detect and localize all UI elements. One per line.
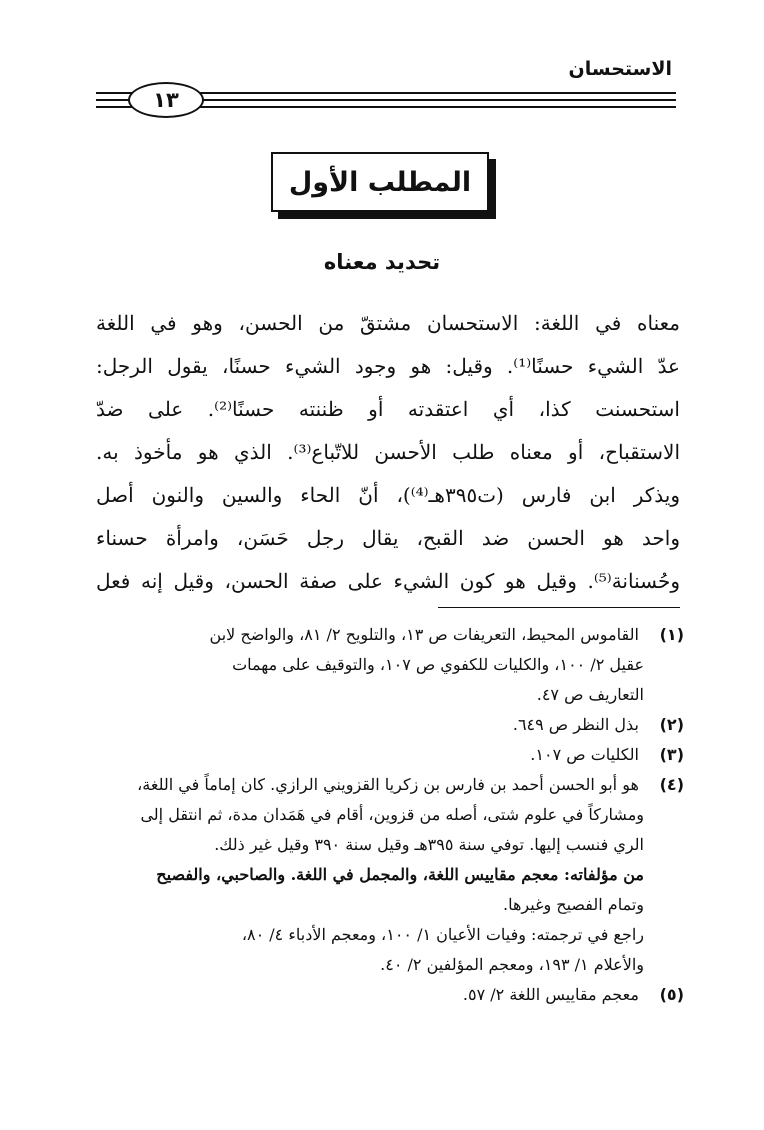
header-rule-middle — [198, 99, 676, 101]
running-title: الاستحسان — [568, 58, 672, 80]
footnote-number: (٤) — [659, 775, 684, 794]
header-rule-left-top — [96, 92, 132, 94]
body-line: الاستقباح، أو معناه طلب الأحسن للاتّباع⁽³⁾. الذي هو مأخوذ به. — [96, 440, 680, 464]
footnote-line — [96, 740, 684, 770]
header-rule-bottom — [198, 106, 676, 108]
footnote-text: بذل النظر ص ٦٤٩. — [512, 715, 639, 734]
footnote-line — [96, 620, 684, 650]
footnote-line: وتمام الفصيح وغيرها. — [503, 895, 644, 914]
header-rule-left-bottom — [96, 106, 132, 108]
footnote-separator — [438, 607, 680, 608]
footnote-text: هو أبو الحسن أحمد بن فارس بن زكريا القزويني الرازي. كان إماماً في اللغة، — [137, 775, 639, 794]
body-line: وحُسنانة⁽⁵⁾. وقيل هو كون الشيء على صفة الحسن، وقيل إنه فعل — [96, 569, 680, 593]
body-line: استحسنت كذا، أي اعتقدته أو ظننته حسنًا⁽²⁾. على ضدّ — [96, 397, 680, 421]
footnote-number: (٢) — [659, 715, 684, 734]
body-text — [96, 302, 680, 603]
footnote-line: ومشاركاً في علوم شتى، أصله من قزوين، أقام في هَمَدان مدة، ثم انتقل إلى — [140, 805, 644, 824]
footnote-line: الري فنسب إليها. توفي سنة ٣٩٥هـ وقيل سنة ٣٩٠ وقيل غير ذلك. — [214, 835, 644, 854]
footnote-line — [96, 710, 684, 740]
page-number: ١٣ — [128, 82, 204, 118]
footnote-text: القاموس المحيط، التعريفات ص ١٣، والتلويح ٢/ ٨١، والواضح لابن — [209, 625, 639, 644]
footnote-number: (٣) — [659, 745, 684, 764]
footnote-number: (١) — [659, 625, 684, 644]
body-line: عدّ الشيء حسنًا⁽¹⁾. وقيل: هو وجود الشيء حسنًا، يقول الرجل: — [96, 354, 680, 378]
footnote-line: عقيل ٢/ ١٠٠، والكليات للكفوي ص ١٠٧، والتوقيف على مهمات — [232, 655, 644, 674]
body-line: واحد هو الحسن ضد القبح، يقال رجل حَسَن، وامرأة حسناء — [96, 526, 680, 550]
footnotes — [96, 620, 684, 1010]
section-title-box — [271, 152, 489, 212]
footnote-text: الكليات ص ١٠٧. — [530, 745, 639, 764]
footnote-number: (٥) — [659, 985, 684, 1004]
section-subtitle: تحديد معناه — [323, 250, 441, 274]
footnote-line — [96, 980, 684, 1010]
footnote-line: والأعلام ١/ ١٩٣، ومعجم المؤلفين ٢/ ٤٠. — [380, 955, 644, 974]
body-line: ويذكر ابن فارس (ت٣٩٥هـ⁽⁴⁾)، أنّ الحاء والسين والنون أصل — [96, 483, 680, 507]
footnote-line — [96, 770, 684, 800]
body-line: معناه في اللغة: الاستحسان مشتقّ من الحسن، وهو في اللغة — [96, 311, 680, 335]
footnote-line: من مؤلفاته: معجم مقاييس اللغة، والمجمل في اللغة. والصاحبي، والفصيح — [156, 865, 644, 884]
footnote-line: التعاريف ص ٤٧. — [536, 685, 644, 704]
footnote-line: راجع في ترجمته: وفيات الأعيان ١/ ١٠٠، ومعجم الأدباء ٤/ ٨٠، — [241, 925, 644, 944]
footnote-text: معجم مقاييس اللغة ٢/ ٥٧. — [462, 985, 639, 1004]
header-rule-left-middle — [96, 99, 132, 101]
header-rule-top — [198, 92, 676, 94]
section-title: المطلب الأول — [288, 166, 472, 198]
